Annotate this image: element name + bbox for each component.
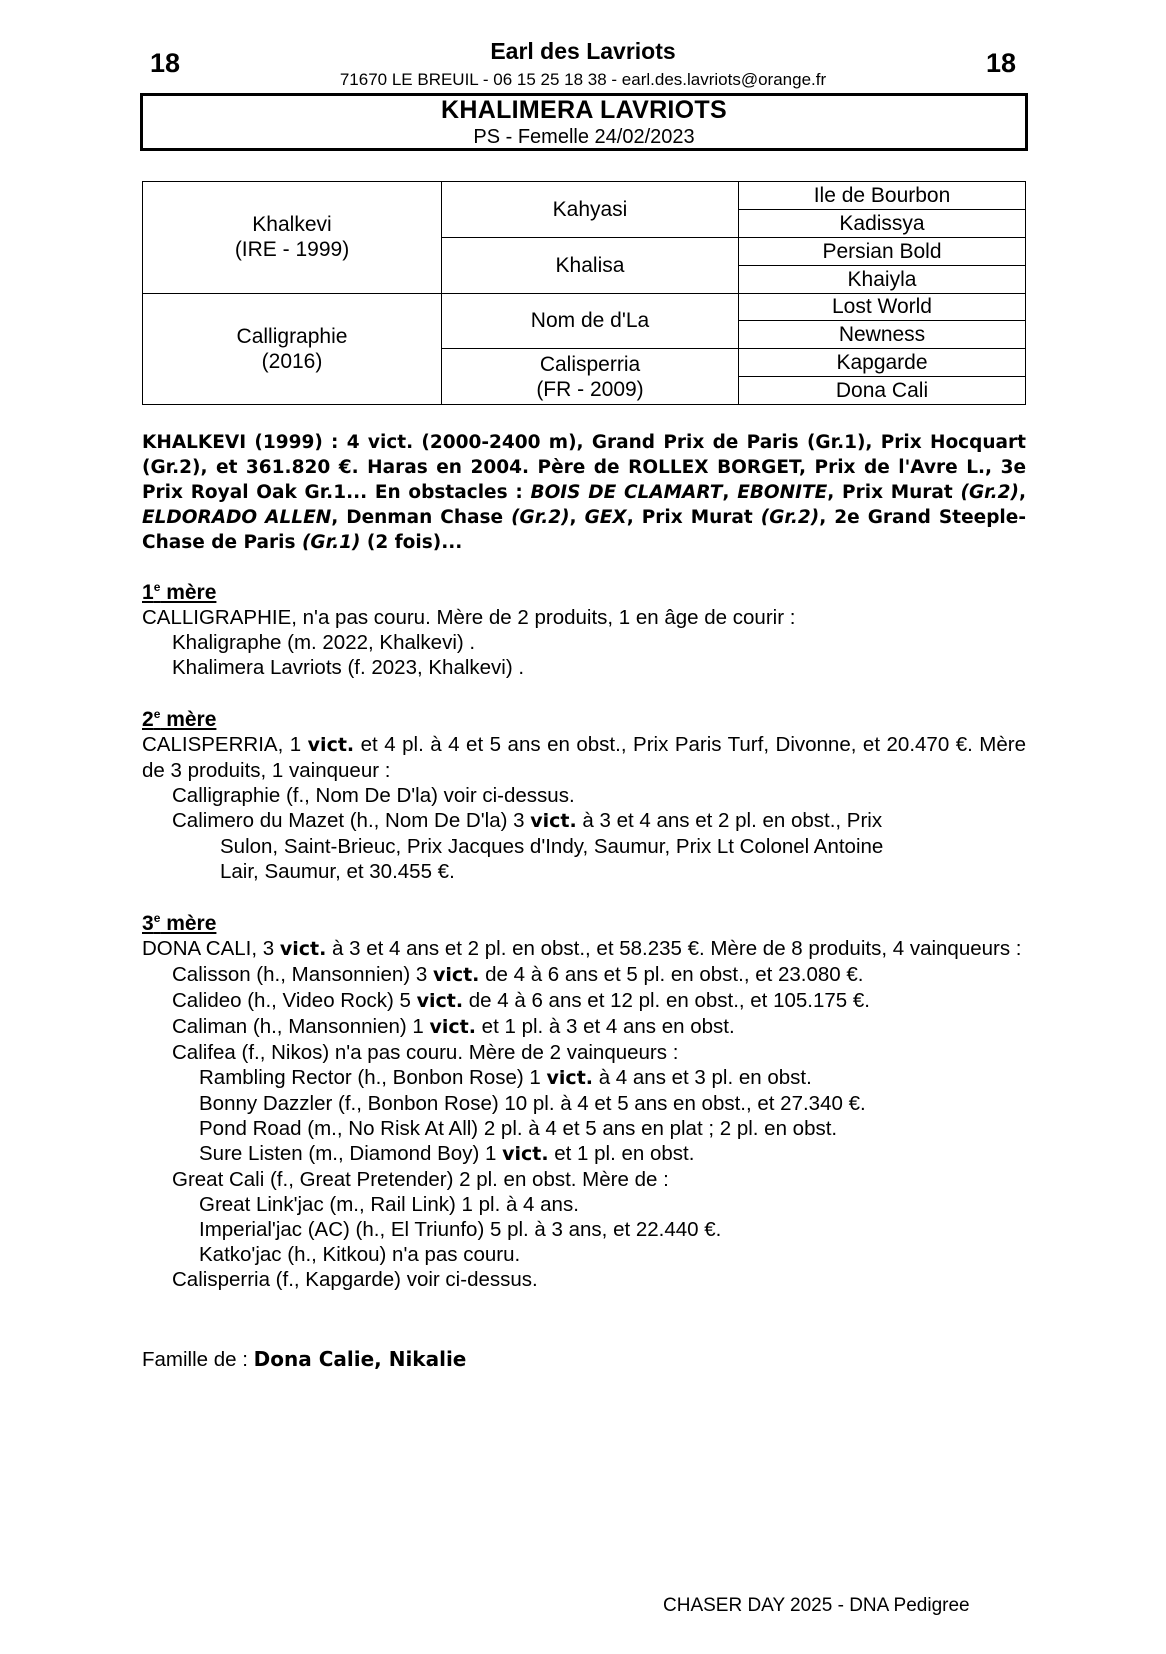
sire-summary (142, 430, 1026, 555)
dam-name: Calligraphie (236, 324, 348, 348)
page-number-left: 18 (150, 48, 181, 78)
produce-line-continued: Sulon, Saint-Brieuc, Prix Jacques d'Indy, Saumur, Prix Lt Colonel Antoine (220, 835, 884, 858)
grand-produce-line: Bonny Dazzler (f., Bonbon Rose) 10 pl. à 4 et 5 ans en obst., et 27.340 €. (199, 1092, 866, 1115)
pedigree-gen3-6: Newness (739, 321, 1026, 349)
grand-produce-line: Imperial'jac (AC) (h., El Triunfo) 5 pl. à 3 ans, et 22.440 €. (199, 1218, 722, 1241)
breeder-address: 71670 LE BREUIL - 06 15 25 18 38 - earl.des.lavriots@orange.fr (339, 70, 827, 89)
produce-line: Khaligraphe (m. 2022, Khalkevi) . (172, 631, 476, 654)
produce-line: Calligraphie (f., Nom De D'la) voir ci-dessus. (172, 784, 575, 807)
footer: CHASER DAY 2025 - DNA Pedigree (663, 1595, 970, 1616)
dam-dam-name: Calisperria (539, 352, 641, 376)
sire-summary-text: , 2e Grand Steeple-Chase de Paris (142, 507, 1026, 553)
pedigree-sire-sire: Kahyasi (442, 182, 739, 238)
produce-line: Califea (f., Nikos) n'a pas couru. Mère de 2 vainqueurs : (172, 1041, 679, 1064)
sire-summary-text: (2 fois)... (360, 532, 463, 553)
grand-produce-line: Rambling Rector (h., Bonbon Rose) 1 vict. à 4 ans et 3 pl. en obst. (199, 1066, 812, 1089)
sire-summary-text: , Prix Murat (626, 507, 761, 528)
produce-line: Calideo (h., Video Rock) 5 vict. de 4 à 6 ans et 12 pl. en obst., et 105.175 €. (172, 989, 870, 1012)
sire-info: (IRE - 1999) (234, 238, 350, 262)
grand-produce-line: Sure Listen (m., Diamond Boy) 1 vict. et 1 pl. en obst. (199, 1142, 695, 1165)
pedigree-dam (143, 293, 442, 405)
pedigree-dam-sire: Nom de d'La (442, 293, 739, 349)
sire-summary-italic: EBONITE (737, 482, 828, 503)
first-dam-intro: CALLIGRAPHIE, n'a pas couru. Mère de 2 produits, 1 en âge de courir : (142, 606, 796, 629)
produce-line: Calisson (h., Mansonnien) 3 vict. de 4 à 6 ans et 5 pl. en obst., et 23.080 €. (172, 963, 864, 986)
family-line (142, 1347, 466, 1372)
grand-produce-line: Katko'jac (h., Kitkou) n'a pas couru. (199, 1243, 521, 1266)
pedigree-table (142, 181, 1026, 405)
first-dam-section (142, 575, 1026, 680)
pedigree-gen3-1: Ile de Bourbon (739, 182, 1026, 210)
pedigree-sire (143, 182, 442, 294)
produce-line: Great Cali (f., Great Pretender) 2 pl. en obst. Mère de : (172, 1168, 669, 1191)
grand-produce-line: Great Link'jac (m., Rail Link) 1 pl. à 4 ans. (199, 1193, 579, 1216)
horse-title-box (140, 93, 1028, 151)
second-dam-section (142, 702, 1026, 884)
sire-summary-italic: BOIS DE CLAMART (530, 482, 723, 503)
produce-line: Calisperria (f., Kapgarde) voir ci-dessus. (172, 1268, 538, 1291)
second-dam-intro: CALISPERRIA, 1 vict. et 4 pl. à 4 et 5 ans en obst., Prix Paris Turf, Divonne, et 20.470 €. Mère de 3 produits, 1 vainqueur : (142, 733, 1027, 782)
third-dam-heading: 3e mère (142, 911, 217, 935)
pedigree-dam-dam (442, 349, 739, 405)
horse-description: PS - Femelle 24/02/2023 (473, 126, 695, 148)
pedigree-gen3-4: Khaiyla (739, 265, 1026, 293)
produce-line: Khalimera Lavriots (f. 2023, Khalkevi) . (172, 656, 525, 679)
sire-name: Khalkevi (252, 213, 332, 237)
sire-summary-italic: ELDORADO ALLEN (142, 507, 332, 528)
grand-produce-line: Pond Road (m., No Risk At All) 2 pl. à 4 et 5 ans en plat ; 2 pl. en obst. (199, 1117, 838, 1140)
produce-line-continued: Lair, Saumur, et 30.455 €. (220, 860, 455, 883)
family-names: Dona Calie, Nikalie (253, 1347, 467, 1371)
sire-summary-italic: (Gr.2) (960, 482, 1019, 503)
dam-dam-info: (FR - 2009) (536, 377, 644, 401)
family-label: Famille de : (142, 1348, 254, 1371)
sire-summary-italic: (Gr.1) (301, 532, 361, 553)
produce-line: Caliman (h., Mansonnien) 1 vict. et 1 pl. à 3 et 4 ans en obst. (172, 1015, 735, 1038)
sire-summary-italic: (Gr.2) (511, 507, 570, 528)
horse-name: KHALIMERA LAVRIOTS (441, 96, 727, 124)
first-dam-heading: 1e mère (142, 580, 217, 604)
second-dam-heading: 2e mère (142, 707, 217, 731)
sire-summary-text: KHALKEVI (1999) : 4 vict. (2000-2400 m), Grand Prix de Paris (Gr.1), Prix Hocquart (Gr.2), et 361.820 €. Haras en 2004. Père de ROLLEX BORGET, Prix de l'Avre L., 3e Prix Royal Oak Gr.1... En obstacles : (142, 432, 1026, 503)
produce-line: Calimero du Mazet (h., Nom De D'la) 3 vict. à 3 et 4 ans et 2 pl. en obst., Prix (172, 809, 883, 832)
pedigree-sire-dam: Khalisa (442, 237, 739, 293)
dam-info: (2016) (261, 349, 323, 373)
sire-summary-italic: (Gr.2) (760, 507, 820, 528)
sire-summary-text: , (569, 507, 585, 528)
third-dam-intro: DONA CALI, 3 vict. à 3 et 4 ans et 2 pl. en obst., et 58.235 €. Mère de 8 produits, 4 vainqueurs : (142, 937, 1022, 960)
pedigree-gen3-7: Kapgarde (739, 349, 1026, 377)
breeder-name: Earl des Lavriots (490, 38, 676, 64)
page-number-right: 18 (986, 48, 1017, 78)
pedigree-gen3-5: Lost World (739, 293, 1026, 321)
pedigree-gen3-8: Dona Cali (739, 377, 1026, 405)
sire-summary-italic: GEX (584, 507, 627, 528)
sire-summary-text: , (1018, 482, 1027, 503)
pedigree-gen3-3: Persian Bold (739, 237, 1026, 265)
pedigree-gen3-2: Kadissya (739, 209, 1026, 237)
third-dam-section (142, 906, 1026, 1292)
sire-summary-text: , (722, 482, 738, 503)
sire-summary-text: , Denman Chase (331, 507, 512, 528)
sire-summary-text: , Prix Murat (827, 482, 961, 503)
